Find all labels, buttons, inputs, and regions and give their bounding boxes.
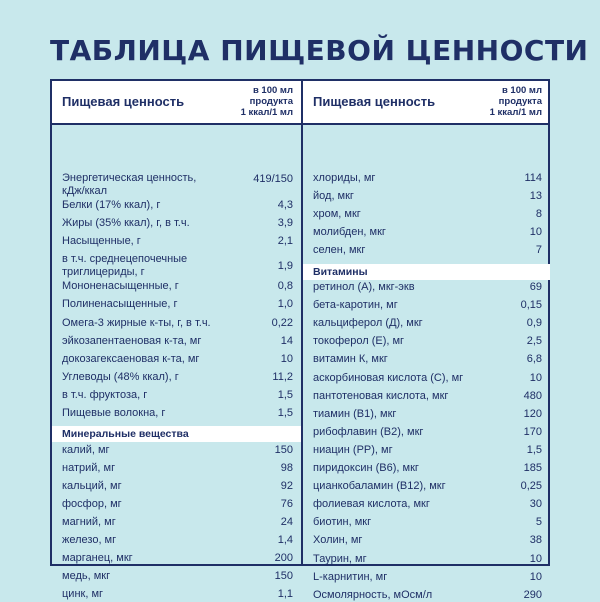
left-column: [52, 81, 301, 601]
header-per-line: продукта: [249, 96, 293, 107]
row-name: пантотеновая кислота, мкг: [313, 389, 449, 402]
row-value: 1,5: [277, 407, 293, 419]
row-value: 0,25: [520, 480, 542, 493]
row-value: 38: [529, 534, 542, 547]
row-value: 185: [523, 462, 542, 474]
row-value: 10: [529, 226, 542, 239]
row-name: фолиевая кислота, мкг: [313, 498, 430, 511]
row-name: Жиры (35% ккал), г, в т.ч.: [62, 217, 190, 230]
row-value: 69: [529, 281, 542, 293]
row-name: магний, мг: [62, 516, 116, 528]
section-title: Витамины: [313, 265, 368, 278]
row-value: 2,5: [526, 335, 542, 348]
row-value: 1,5: [277, 388, 293, 401]
row-value: 10: [529, 570, 542, 583]
row-name: Белки (17% ккал), г: [62, 199, 161, 211]
row-name: йод, мкг: [313, 190, 354, 203]
row-value: 92: [280, 479, 293, 492]
row-name: молибден, мкг: [313, 226, 386, 239]
nutrition-table: [50, 79, 550, 601]
section-header: [303, 264, 550, 280]
row-value: 0,8: [277, 280, 293, 293]
row-name: натрий, мг: [62, 461, 116, 474]
row-name: Полиненасыщенные, г: [62, 298, 178, 311]
row-value: 14: [280, 334, 293, 347]
row-value: 0,9: [526, 317, 542, 330]
row-name: цинк, мг: [62, 588, 104, 601]
header-name: Пищевая ценность: [313, 94, 436, 109]
row-name: хлориды, мг: [313, 172, 376, 184]
row-name: рибофлавин (В2), мкг: [313, 425, 424, 438]
header-per: [490, 85, 542, 118]
header-name: Пищевая ценность: [62, 94, 185, 109]
row-name: Омега-3 жирные к-ты, г, в т.ч.: [62, 316, 211, 329]
row-value: 30: [529, 498, 542, 511]
row-name: цианкобаламин (В12), мкг: [313, 480, 446, 493]
row-value: 200: [274, 552, 293, 565]
row-value: 13: [529, 190, 542, 203]
row-value: 419/150: [253, 173, 293, 185]
row-name: Углеводы (48% ккал), г: [62, 370, 179, 383]
row-value: 5: [535, 516, 542, 529]
row-name: кальций, мг: [62, 479, 122, 492]
row-value: 11,2: [272, 370, 293, 383]
row-name: тиамин (В1), мкг: [313, 407, 397, 420]
right-header: [303, 81, 550, 123]
row-value: 76: [280, 497, 293, 510]
row-name: эйкозапентаеновая к-та, мг: [62, 334, 202, 347]
row-name: биотин, мкг: [313, 516, 372, 529]
row-value: 2,1: [277, 235, 293, 248]
row-value: 6,8: [526, 353, 542, 366]
row-value: 10: [280, 352, 293, 365]
row-value: 7: [535, 244, 542, 257]
header-per-line: в 100 мл: [501, 85, 542, 96]
header-per-line: в 100 мл: [252, 85, 293, 96]
row-name: витамин К, мкг: [313, 353, 388, 366]
row-value: 150: [274, 443, 293, 456]
row-name: Мононенасыщенные, г: [62, 280, 179, 293]
left-header: [52, 81, 301, 123]
row-value: 98: [280, 461, 293, 474]
row-name: в т.ч. среднецепочечные: [62, 253, 188, 266]
section-header: [52, 426, 301, 442]
row-value: 10: [529, 552, 542, 565]
row-value: 4,3: [277, 199, 293, 211]
row-value: 1,1: [277, 588, 293, 601]
row-name: марганец, мкг: [62, 552, 133, 565]
header-per-line: продукта: [498, 96, 542, 107]
section-title: Минеральные вещества: [62, 428, 189, 441]
row-name: докозагексаеновая к-та, мг: [62, 352, 200, 365]
row-value: 480: [523, 389, 542, 402]
row-value: 1,9: [277, 260, 293, 273]
row-value: 8: [535, 208, 542, 221]
right-column: [303, 81, 550, 601]
row-value: 10: [529, 371, 542, 384]
row-name-continued: кДж/ккал: [62, 185, 108, 197]
row-value: 1,5: [526, 443, 542, 456]
row-name: Энергетическая ценность,: [62, 172, 197, 184]
row-name: медь, мкг: [62, 570, 111, 583]
page-title: ТАБЛИЦА ПИЩЕВОЙ ЦЕННОСТИ: [50, 34, 589, 67]
row-value: 1,4: [277, 534, 293, 547]
column-divider: [301, 81, 303, 564]
row-name: Таурин, мг: [313, 552, 367, 565]
row-name: фосфор, мг: [62, 497, 122, 510]
row-value: 120: [523, 407, 542, 420]
row-name: Холин, мг: [313, 534, 363, 547]
row-name: L-карнитин, мг: [313, 570, 388, 583]
row-name: бета-каротин, мг: [313, 299, 398, 312]
row-value: 3,9: [277, 217, 293, 230]
row-name: хром, мкг: [313, 208, 361, 221]
row-name: ниацин (РР), мг: [313, 443, 393, 456]
row-name: ретинол (А), мкг-экв: [313, 281, 415, 293]
row-name: кальциферол (Д), мкг: [313, 317, 423, 330]
row-value: 170: [523, 425, 542, 438]
row-value: 0,15: [520, 299, 542, 312]
header-per: [241, 85, 293, 118]
row-name: в т.ч. фруктоза, г: [62, 388, 148, 401]
row-name: калий, мг: [62, 443, 110, 456]
row-value: 1,0: [277, 298, 293, 311]
row-name: пиридоксин (В6), мкг: [313, 462, 419, 474]
header-per-line: 1 ккал/1 мл: [489, 107, 542, 118]
row-value: 0,22: [271, 316, 293, 329]
row-name-continued: триглицериды, г: [62, 266, 145, 279]
row-value: 290: [523, 588, 542, 601]
row-name: Осмолярность, мОсм/л: [313, 588, 433, 601]
row-name: аскорбиновая кислота (С), мг: [313, 371, 464, 384]
row-name: Пищевые волокна, г: [62, 407, 166, 419]
row-name: Насыщенные, г: [62, 235, 141, 248]
row-value: 150: [274, 570, 293, 583]
row-value: 114: [524, 172, 542, 184]
row-name: железо, мг: [62, 534, 117, 547]
row-value: 24: [280, 516, 293, 528]
header-per-line: 1 ккал/1 мл: [240, 107, 293, 118]
row-name: токоферол (Е), мг: [313, 335, 405, 348]
row-name: селен, мкг: [313, 244, 366, 257]
